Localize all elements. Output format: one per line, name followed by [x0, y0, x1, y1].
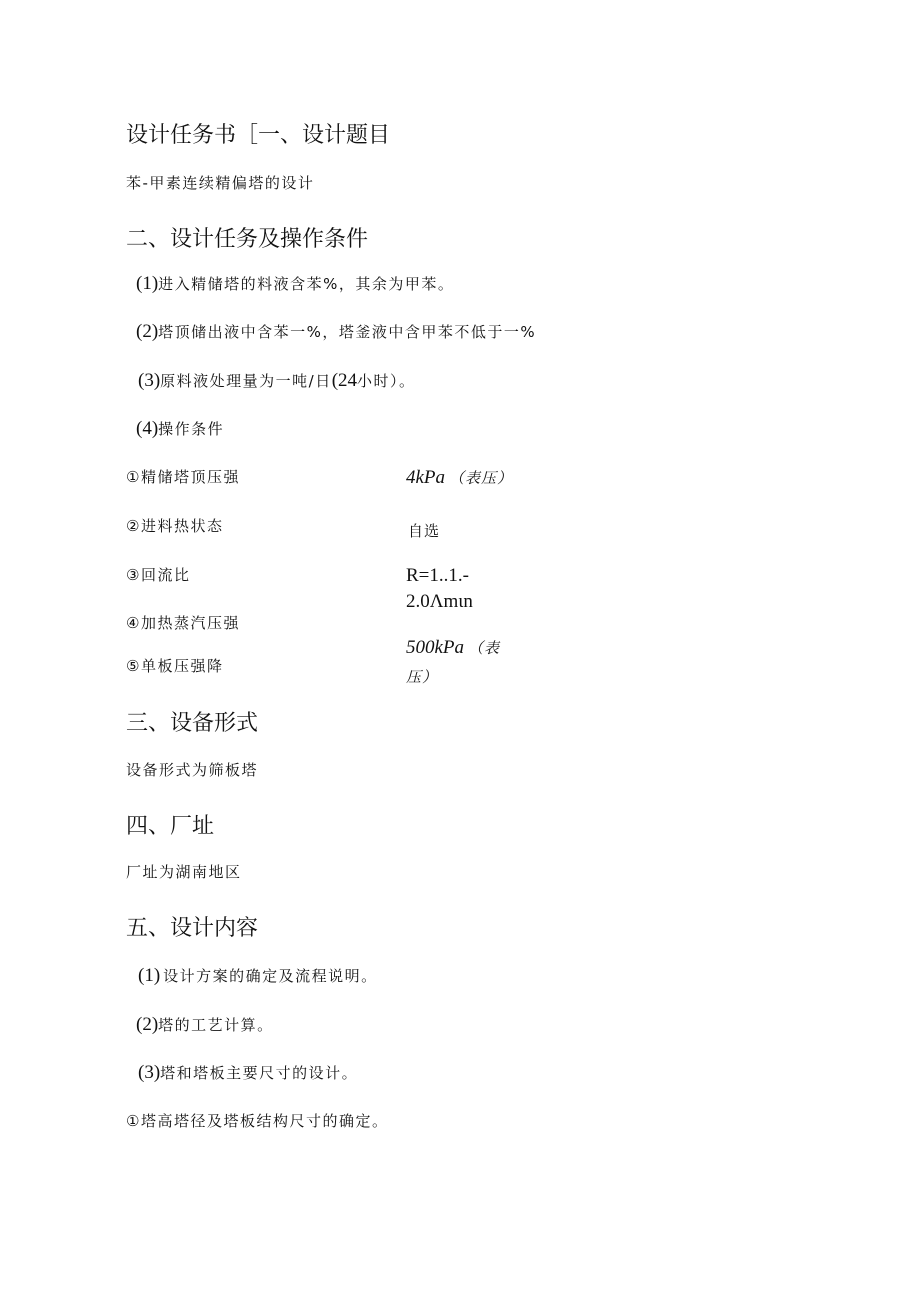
condition-4-label: ④加热蒸汽压强 — [126, 614, 240, 632]
document-title: 设计任务书［一、设计题目 — [126, 123, 391, 148]
section-3-text: 设备形式为筛板塔 — [126, 761, 259, 779]
item-text: 操作条件 — [158, 420, 225, 438]
condition-1-value — [406, 467, 513, 489]
section-3-heading: 三、设备形式 — [126, 711, 259, 736]
item-number: (2) — [136, 1014, 159, 1035]
value-main: 4kPa — [406, 467, 446, 488]
value-unit-note: （表压） — [449, 469, 514, 487]
item-text: 塔顶储出液中含苯一%，塔釜液中含甲苯不低于一% — [158, 323, 537, 341]
condition-3-value-line2: 2.0Λmιn — [406, 591, 473, 612]
sec5-subitem-1: ①塔高塔径及塔板结构尺寸的确定。 — [126, 1112, 389, 1130]
item-number: (3) — [138, 370, 161, 391]
condition-3-value-line1: R=1..1.- — [406, 565, 469, 586]
sec5-item-2 — [136, 1014, 274, 1036]
section-2-heading: 二、设计任务及操作条件 — [126, 227, 369, 252]
item-text: 进入精储塔的料液含苯%，其余为甲苯。 — [158, 275, 455, 293]
condition-5-label: ⑤单板压强降 — [126, 657, 224, 675]
condition-3-label: ③回流比 — [126, 566, 191, 584]
condition-1-label: ①精储塔顶压强 — [126, 468, 240, 486]
item-number: (2) — [136, 321, 159, 342]
item-number: (3) — [138, 1062, 161, 1083]
value-main: 500kPa — [406, 637, 465, 658]
item-paren: (24 — [331, 370, 358, 391]
section-4-text: 厂址为湖南地区 — [126, 863, 242, 881]
item-number: (1) — [136, 273, 159, 294]
condition-4-value — [406, 637, 500, 659]
item-text: 原料液处理量为一吨/日 — [160, 372, 332, 390]
item-number: (4) — [136, 418, 159, 439]
value-unit-note: （表 — [468, 639, 501, 657]
sec2-item-4 — [136, 418, 224, 440]
item-text: 设计方案的确定及流程说明。 — [163, 967, 378, 985]
condition-2-label: ②进料热状态 — [126, 517, 224, 535]
sec2-item-3 — [138, 370, 416, 392]
item-text: 塔和塔板主要尺寸的设计。 — [160, 1064, 359, 1082]
condition-4-value-cont: 压） — [406, 668, 439, 686]
item-tail: 小时）。 — [357, 372, 416, 390]
design-topic: 苯-甲素连续精偏塔的设计 — [126, 174, 315, 192]
item-number: (1) — [138, 965, 161, 986]
sec2-item-1 — [136, 273, 454, 295]
section-5-heading: 五、设计内容 — [126, 916, 259, 941]
section-4-heading: 四、厂址 — [126, 814, 215, 839]
item-text: 塔的工艺计算。 — [158, 1016, 274, 1034]
sec5-item-1 — [138, 965, 378, 987]
sec5-item-3 — [138, 1062, 358, 1084]
condition-2-value: 自选 — [408, 522, 441, 540]
sec2-item-2 — [136, 321, 536, 343]
